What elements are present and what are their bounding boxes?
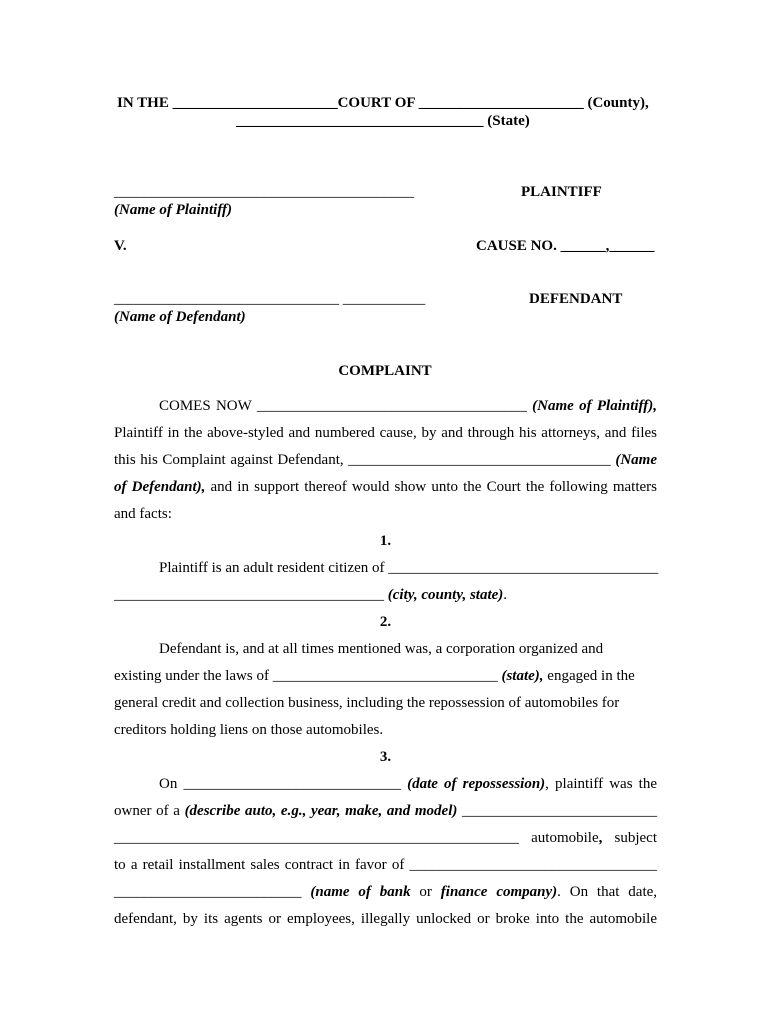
s3-line-3: ______________________________________________________ automobile, subject [114, 830, 657, 846]
intro-line-4: of Defendant), and in support thereof would show unto the Court the following matters [114, 479, 657, 495]
s1-line-1: Plaintiff is an adult resident citizen of ____________________________________ [159, 560, 659, 576]
cause-number: CAUSE NO. ______,______ [476, 238, 655, 254]
defendant-name-hint: (Name of Defendant) [114, 309, 246, 325]
caption-court-line: IN THE ______________________COURT OF ______________________ (County), [117, 95, 649, 111]
intro-line-1: COMES NOW ____________________________________ (Name of Plaintiff), [159, 398, 657, 414]
defendant-name-blank: ______________________________ ___________ [114, 291, 426, 307]
section-number: 1. [379, 533, 392, 549]
s1-line-2: ____________________________________ (city, county, state). [114, 587, 508, 603]
s2-line-2: existing under the laws of ______________________________ (state), engaged in the [114, 668, 635, 684]
intro-line-5: and facts: [114, 506, 172, 522]
plaintiff-name-hint: (Name of Plaintiff) [114, 202, 233, 218]
section-number: 2. [379, 614, 392, 630]
intro-line-2: Plaintiff in the above-styled and numbered cause, by and through his attorneys, and files [114, 425, 657, 441]
plaintiff-label: PLAINTIFF [521, 184, 602, 200]
versus-label: V. [114, 238, 127, 254]
section-number: 3. [379, 749, 392, 765]
defendant-label: DEFENDANT [529, 291, 623, 307]
caption-state-line: _________________________________ (State) [236, 113, 530, 129]
document-title: COMPLAINT [338, 363, 432, 379]
s3-line-5: _________________________ (name of bank or finance company). On that date, [114, 884, 658, 900]
intro-line-3: this his Complaint against Defendant, ___________________________________ (Name [114, 452, 657, 468]
s2-line-4: creditors holding liens on those automobiles. [114, 722, 384, 738]
s2-line-3: general credit and collection business, including the repossession of automobiles for [114, 695, 620, 711]
complaint-body [114, 393, 657, 933]
plaintiff-name-blank: ________________________________________ [114, 184, 414, 200]
s3-line-4: to a retail installment sales contract in favor of _________________________________ [114, 857, 657, 873]
s3-line-1: On _____________________________ (date of repossession), plaintiff was the [159, 776, 657, 792]
s2-line-1: Defendant is, and at all times mentioned was, a corporation organized and [159, 641, 604, 657]
s3-line-6: defendant, by its agents or employees, illegally unlocked or broke into the automobile [114, 911, 657, 927]
s3-line-2: owner of a (describe auto, e.g., year, make, and model) __________________________ [114, 803, 657, 819]
